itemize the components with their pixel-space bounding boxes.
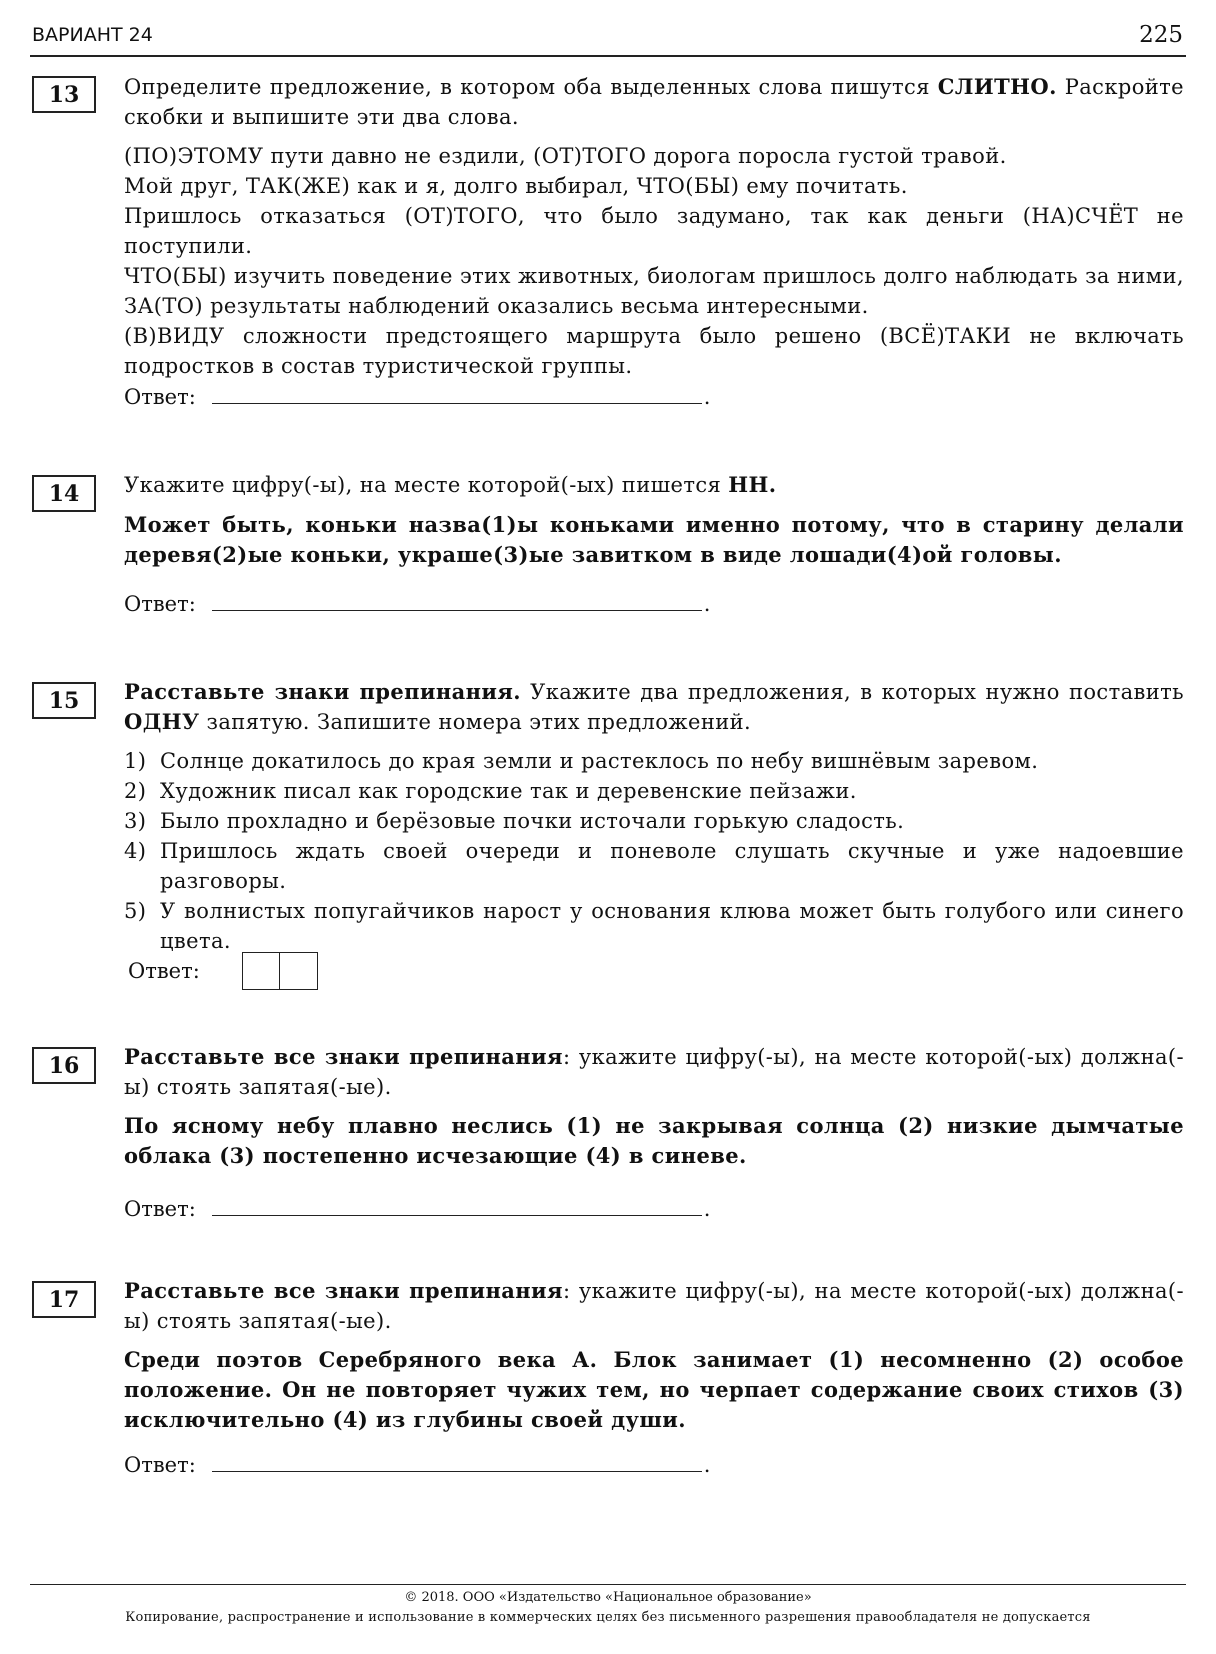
task-16-text: По ясному небу плавно неслись (1) не закрывая солнца (2) низкие дымчатые облака (3) постепенно исчезающие (4) в синеве. bbox=[124, 1113, 1184, 1168]
footer-copyright: © 2018. ООО «Издательство «Национальное образование» bbox=[404, 1590, 812, 1605]
task-17-answer-line[interactable] bbox=[212, 1470, 702, 1472]
task-15-answer[interactable] bbox=[128, 952, 318, 990]
answer-cell[interactable] bbox=[280, 952, 318, 990]
footer-notice: Копирование, распространение и использование в коммерческих целях без письменного разрешения правообладателя не допускается bbox=[125, 1610, 1091, 1625]
answer-label: Ответ: bbox=[124, 592, 196, 616]
task-17-instruction: Расставьте все знаки препинания: укажите цифру(-ы), на месте которой(-ых) должна(-ы) стоять запятая(-ые). bbox=[124, 1278, 1184, 1333]
task-13-sentences bbox=[124, 141, 1184, 381]
task-17-answer[interactable]: Ответ: . bbox=[124, 1453, 711, 1477]
task-17-number: 17 bbox=[32, 1281, 96, 1318]
list-item: 4) Пришлось ждать своей очереди и поневоле слушать скучные и уже надоевшие разговоры. bbox=[124, 839, 1184, 893]
list-item: 2) Художник писал как городские так и деревенские пейзажи. bbox=[124, 779, 857, 803]
answer-label: Ответ: bbox=[124, 1453, 196, 1477]
task-13-sentence: ЧТО(БЫ) изучить поведение этих животных, биологам пришлось долго наблюдать за ними, ЗА(ТО) результаты наблюдений оказались весьма интересными. bbox=[124, 264, 1184, 318]
task-14-text: Может быть, коньки назва(1)ы коньками именно потому, что в старину делали деревя(2)ые коньки, украше(3)ые завитком в виде лошади(4)ой головы. bbox=[124, 512, 1184, 567]
task-15-list bbox=[124, 746, 1184, 956]
task-15-number: 15 bbox=[32, 682, 96, 719]
task-13-sentence: (ПО)ЭТОМУ пути давно не ездили, (ОТ)ТОГО дорога поросла густой травой. bbox=[124, 144, 1007, 168]
header-divider bbox=[30, 55, 1186, 57]
list-item: 3) Было прохладно и берёзовые почки источали горькую сладость. bbox=[124, 809, 905, 833]
task-14-number: 14 bbox=[32, 475, 96, 512]
task-14-answer[interactable]: Ответ: . bbox=[124, 592, 711, 616]
task-16-answer-line[interactable] bbox=[212, 1214, 702, 1216]
task-13-sentence: Мой друг, ТАК(ЖЕ) как и я, долго выбирал, ЧТО(БЫ) ему почитать. bbox=[124, 174, 908, 198]
task-15-instruction: Расставьте знаки препинания. Укажите два предложения, в которых нужно поставить ОДНУ запятую. Запишите номера этих предложений. bbox=[124, 679, 1184, 734]
task-13-answer-line[interactable] bbox=[212, 402, 702, 404]
task-13-number: 13 bbox=[32, 76, 96, 113]
task-13-sentence: (В)ВИДУ сложности предстоящего маршрута было решено (ВСЁ)ТАКИ не включать подростков в состав туристической группы. bbox=[124, 324, 1184, 378]
answer-label: Ответ: bbox=[124, 1197, 196, 1221]
task-13-instruction: Определите предложение, в котором оба выделенных слова пишутся СЛИТНО. Раскройте скобки и выпишите эти два слова. bbox=[124, 74, 1184, 129]
task-14-answer-line[interactable] bbox=[212, 609, 702, 611]
answer-label: Ответ: bbox=[124, 385, 196, 409]
task-13-sentence: Пришлось отказаться (ОТ)ТОГО, что было задумано, так как деньги (НА)СЧЁТ не поступили. bbox=[124, 204, 1184, 258]
list-item: 5) У волнистых попугайчиков нарост у основания клюва может быть голубого или синего цвета. bbox=[124, 899, 1184, 953]
task-13-answer[interactable]: Ответ: . bbox=[124, 385, 711, 409]
task-17-text: Среди поэтов Серебряного века А. Блок занимает (1) несомненно (2) особое положение. Он не повторяет чужих тем, но черпает содержание своих стихов (3) исключительно (4) из глубины своей души. bbox=[124, 1347, 1184, 1432]
task-16-number: 16 bbox=[32, 1047, 96, 1084]
answer-label: Ответ: bbox=[128, 959, 200, 983]
task-15-answer-cells[interactable] bbox=[242, 952, 318, 990]
page-number: 225 bbox=[1139, 22, 1183, 48]
list-item: 1) Солнце докатилось до края земли и растеклось по небу вишнёвым заревом. bbox=[124, 749, 1039, 773]
task-14-instruction: Укажите цифру(-ы), на месте которой(-ых) пишется НН. bbox=[124, 472, 777, 497]
task-16-instruction: Расставьте все знаки препинания: укажите цифру(-ы), на месте которой(-ых) должна(-ы) стоять запятая(-ые). bbox=[124, 1044, 1184, 1099]
answer-cell[interactable] bbox=[242, 952, 280, 990]
footer-divider bbox=[30, 1584, 1186, 1585]
task-16-answer[interactable]: Ответ: . bbox=[124, 1197, 711, 1221]
variant-title: ВАРИАНТ 24 bbox=[32, 24, 153, 46]
